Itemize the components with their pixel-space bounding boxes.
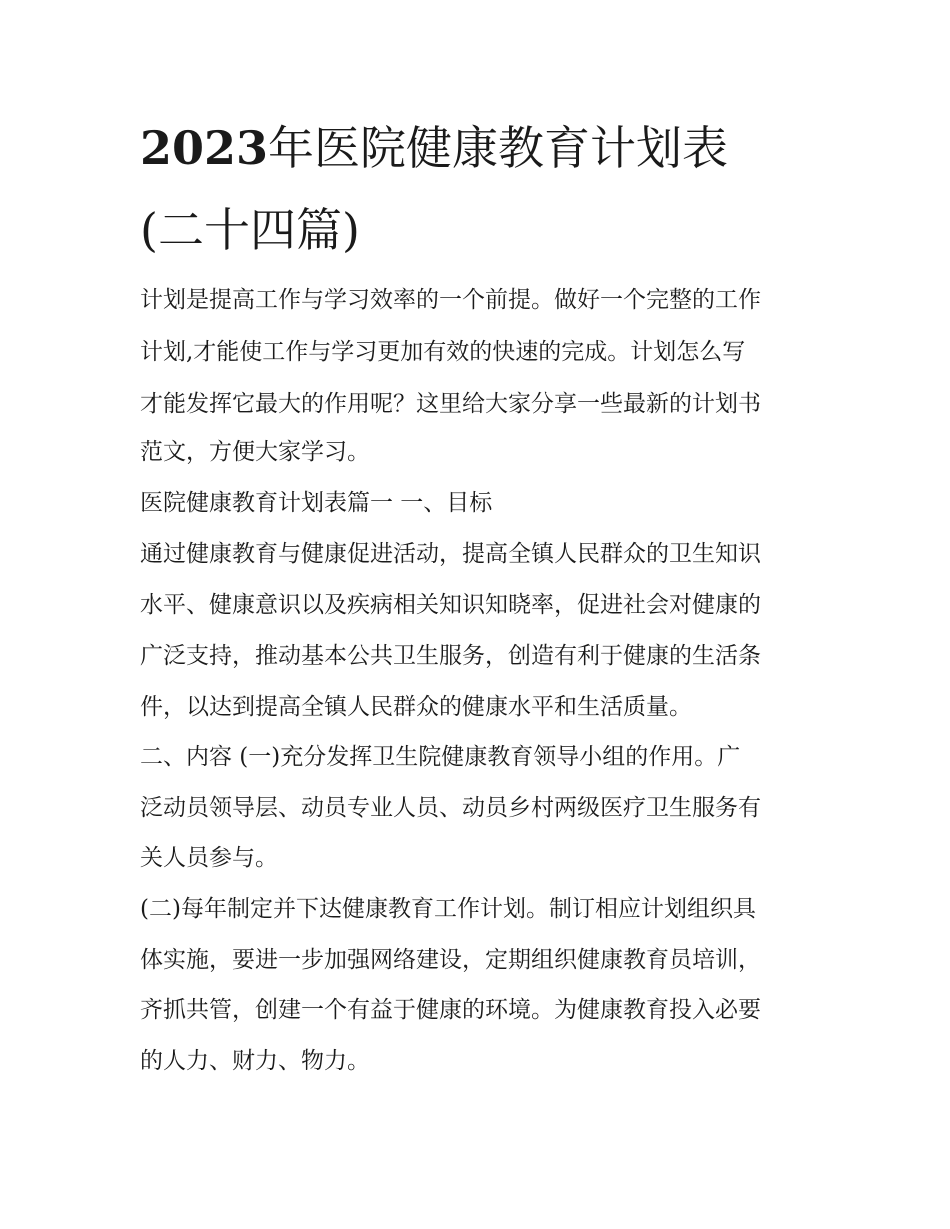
text-line: 体实施，要进一步加强网络建设，定期组织健康教育员培训， bbox=[140, 947, 761, 973]
text-line: 二、内容 (一)充分发挥卫生院健康教育领导小组的作用。广 bbox=[140, 744, 741, 770]
text-line: 泛动员领导层、动员专业人员、动员乡村两级医疗卫生服务有 bbox=[140, 795, 761, 821]
text-line: 才能发挥它最大的作用呢？这里给大家分享一些最新的计划书 bbox=[140, 391, 761, 417]
text-line: 水平、健康意识以及疾病相关知识知晓率，促进社会对健康的 bbox=[140, 592, 761, 618]
text-line: 件，以达到提高全镇人民群众的健康水平和生活质量。 bbox=[140, 694, 692, 720]
text-line: 广泛支持，推动基本公共卫生服务，创造有利于健康的生活条 bbox=[140, 643, 761, 669]
text-line: 关人员参与。 bbox=[140, 845, 278, 871]
section-heading: 医院健康教育计划表篇一 一、目标 bbox=[140, 490, 493, 516]
text-line: 计划是提高工作与学习效率的一个前提。做好一个完整的工作 bbox=[140, 287, 761, 313]
text-line: 齐抓共管，创建一个有益于健康的环境。为健康教育投入必要 bbox=[140, 997, 761, 1023]
text-line: 计划,才能使工作与学习更加有效的快速的完成。计划怎么写 bbox=[140, 339, 746, 365]
title-main: 年医院健康教育计划表 bbox=[268, 121, 729, 175]
text-line: 通过健康教育与健康促进活动，提高全镇人民群众的卫生知识 bbox=[140, 541, 761, 567]
text-line: (二)每年制定并下达健康教育工作计划。制订相应计划组织具 bbox=[140, 896, 756, 922]
text-line: 的人力、财力、物力。 bbox=[140, 1048, 370, 1074]
title-year: 2023 bbox=[140, 121, 269, 175]
document-title-line-2: (二十四篇) bbox=[140, 203, 360, 257]
text-line: 范文，方便大家学习。 bbox=[140, 439, 370, 465]
document-title-line-1 bbox=[140, 108, 830, 188]
